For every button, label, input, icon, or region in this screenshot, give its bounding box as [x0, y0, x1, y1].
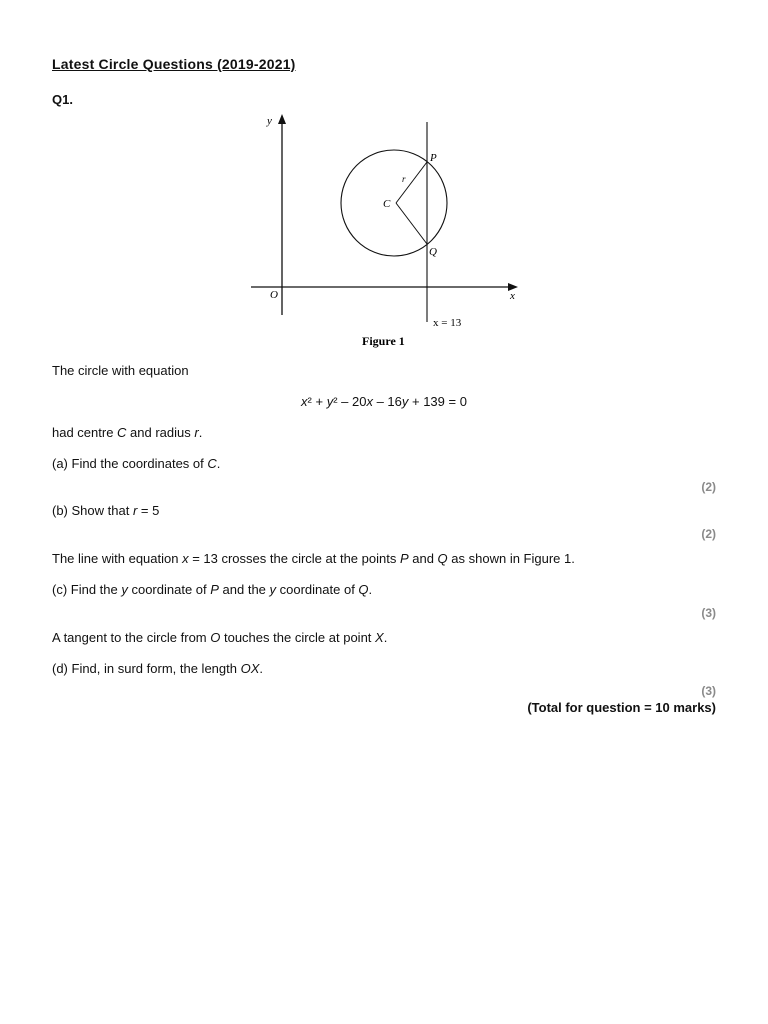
part-a-marks: (2) [701, 480, 716, 494]
part-b: (b) Show that r = 5 [52, 503, 160, 518]
part-d: (d) Find, in surd form, the length OX. [52, 661, 264, 676]
line-equation-label: x = 13 [433, 317, 462, 329]
point-c-label: C [383, 198, 391, 210]
y-axis-label: y [267, 115, 272, 127]
radius-cq [396, 203, 427, 244]
circle [341, 150, 447, 256]
part-c-marks: (3) [701, 606, 716, 620]
radius-label: r [402, 174, 406, 184]
line-statement: The line with equation x = 13 crosses the circle at the points P and Q as shown in Figure 1. [52, 551, 575, 566]
radius-cp [396, 162, 427, 203]
intro-text: The circle with equation [52, 363, 189, 378]
origin-label: O [270, 289, 278, 301]
circle-equation: x² + y² – 20x – 16y + 139 = 0 [301, 394, 467, 409]
part-d-marks: (3) [701, 684, 716, 698]
part-b-marks: (2) [701, 527, 716, 541]
point-p-label: P [430, 152, 437, 164]
tangent-statement: A tangent to the circle from O touches the circle at point X. [52, 630, 388, 645]
total-marks: (Total for question = 10 marks) [527, 700, 716, 715]
circle-diagram [245, 110, 535, 355]
point-q-label: Q [429, 246, 437, 258]
figure-1 [245, 110, 535, 355]
page-title: Latest Circle Questions (2019-2021) [52, 56, 296, 72]
x-axis-label: x [510, 290, 515, 302]
part-c: (c) Find the y coordinate of P and the y coordinate of Q. [52, 582, 373, 597]
centre-radius-text: had centre C and radius r. [52, 425, 203, 440]
part-a: (a) Find the coordinates of C. [52, 456, 221, 471]
y-axis-arrow [278, 114, 286, 124]
question-number: Q1. [52, 92, 73, 107]
figure-caption: Figure 1 [362, 334, 405, 348]
